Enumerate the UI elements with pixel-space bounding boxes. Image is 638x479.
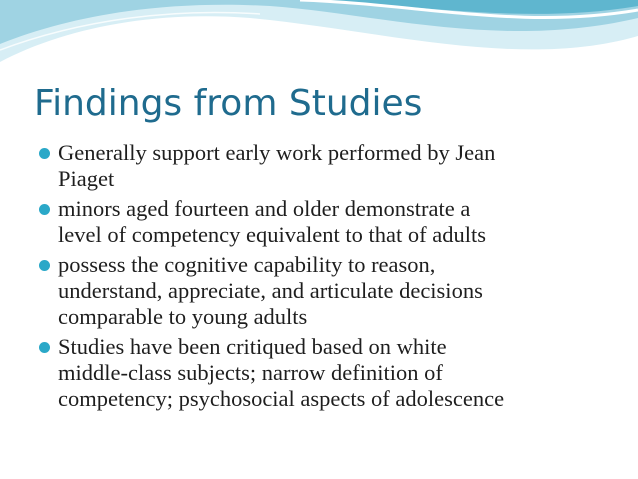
bullet-line: possess the cognitive capability to reason, (58, 252, 436, 277)
bullet-line: level of competency equivalent to that of adults (58, 222, 486, 247)
bullet-list (38, 140, 618, 416)
bullet-item (38, 140, 618, 192)
bullet-dot-icon (38, 196, 58, 222)
header-wave-decoration (0, 0, 638, 90)
bullet-item (38, 334, 618, 412)
bullet-line: competency; psychosocial aspects of adolescence (58, 386, 505, 411)
bullet-item (38, 252, 618, 330)
bullet-line: minors aged fourteen and older demonstrate a (58, 196, 471, 221)
bullet-dot-icon (38, 334, 58, 360)
bullet-text (58, 252, 483, 330)
bullet-line: Piaget (58, 166, 115, 191)
bullet-text (58, 334, 504, 412)
bullet-text (58, 140, 495, 192)
bullet-line: comparable to young adults (58, 304, 308, 329)
slide-title: Findings from Studies (34, 83, 423, 124)
bullet-dot-icon (38, 140, 58, 166)
bullet-dot-icon (38, 252, 58, 278)
bullet-line: Studies have been critiqued based on white (58, 334, 447, 359)
bullet-text (58, 196, 486, 248)
bullet-line: understand, appreciate, and articulate decisions (58, 278, 483, 303)
bullet-line: Generally support early work performed by Jean (58, 140, 496, 165)
bullet-line: middle-class subjects; narrow definition of (58, 360, 443, 385)
bullet-item (38, 196, 618, 248)
